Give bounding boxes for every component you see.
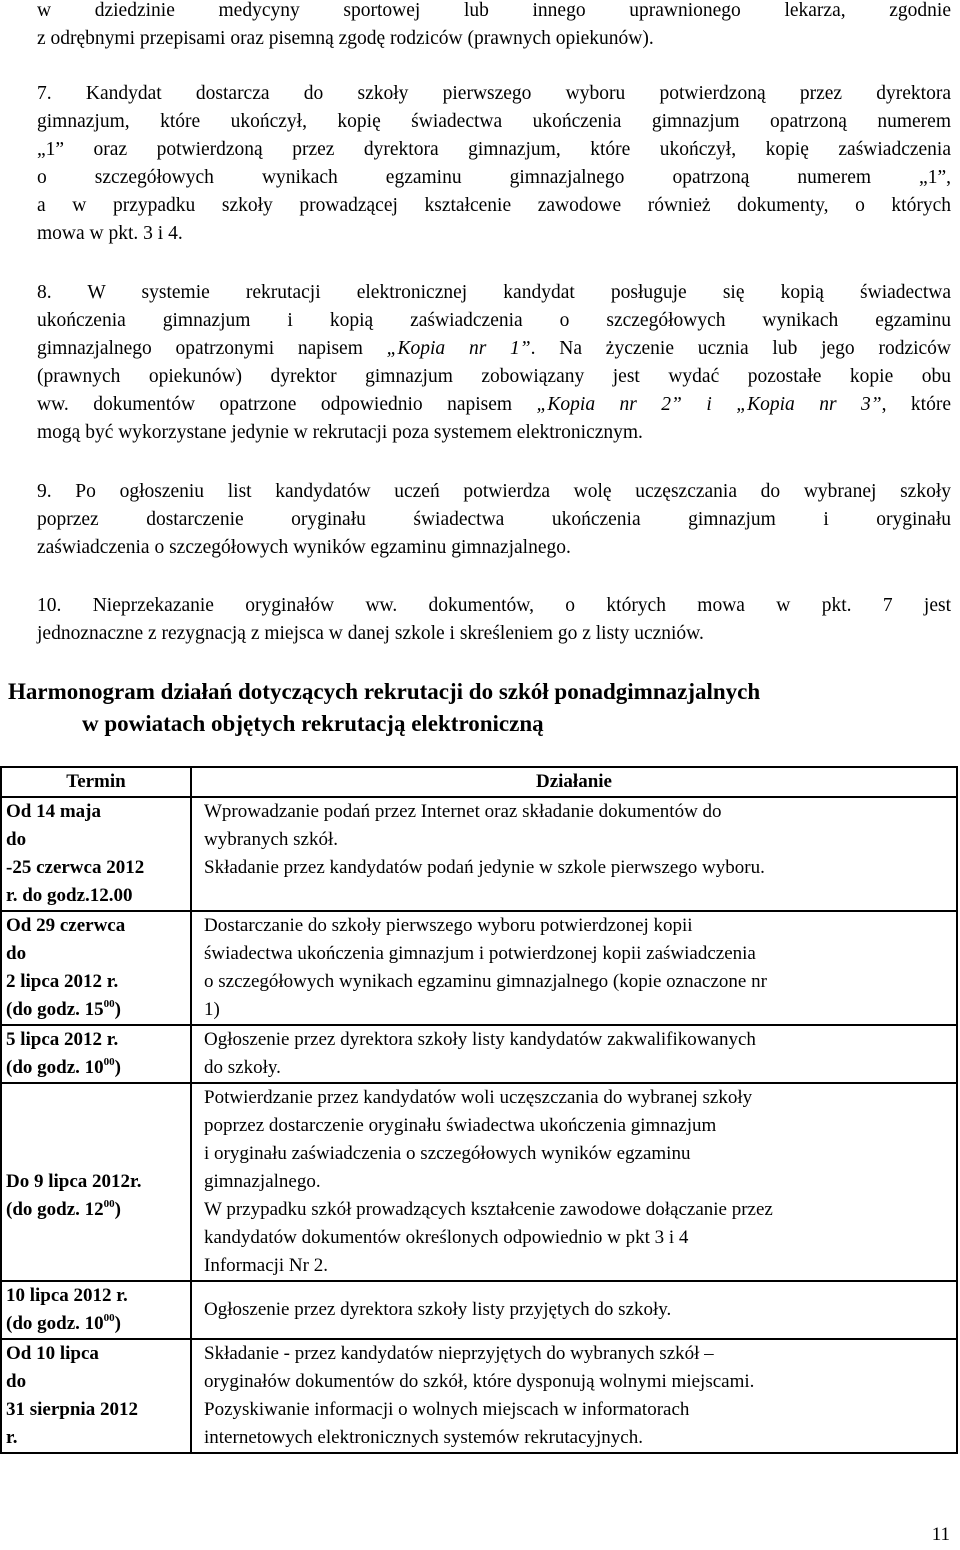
- termin-line: r.: [6, 1427, 18, 1448]
- termin-line: 2 lipca 2012 r.: [6, 971, 119, 992]
- text-line: [37, 391, 951, 419]
- text-line: zaświadczenia o szczegółowych wyników egzaminu gimnazjalnego.: [37, 537, 571, 558]
- table-header-row: [1, 767, 957, 797]
- termin-line: Do 9 lipca 2012r.: [6, 1171, 142, 1192]
- dzialanie-line: kandydatów dokumentów określonych odpowiednio w pkt 3 i 4: [204, 1227, 689, 1248]
- time-superscript: 00: [103, 1198, 115, 1210]
- dzialanie-line: 1): [204, 999, 220, 1020]
- dzialanie-cell: [191, 797, 957, 911]
- termin-line: Od 14 maja: [6, 801, 101, 822]
- dzialanie-line: Dostarczanie do szkoły pierwszego wyboru potwierdzonej kopii: [204, 915, 693, 936]
- termin-line: -25 czerwca 2012: [6, 857, 145, 878]
- termin-line: Od 10 lipca: [6, 1343, 99, 1364]
- section-heading: [8, 676, 953, 740]
- termin-time: [6, 1054, 186, 1082]
- time-text: ): [114, 1313, 121, 1334]
- dzialanie-line: Wprowadzanie podań przez Internet oraz składanie dokumentów do: [204, 801, 722, 822]
- dzialanie-line: W przypadku szkół prowadzących kształcenie zawodowe dołączanie przez: [204, 1199, 773, 1220]
- dzialanie-line: internetowych elektronicznych systemów rekrutacyjnych.: [204, 1427, 643, 1448]
- text-line: 9. Po ogłoszeniu list kandydatów uczeń potwierdza wolę uczęszczania do wybranej szkoły: [37, 481, 951, 502]
- termin-line: 5 lipca 2012 r.: [6, 1029, 119, 1050]
- column-header-termin: Termin: [1, 767, 191, 797]
- termin-cell: [1, 1083, 191, 1281]
- termin-line: do: [6, 1371, 27, 1392]
- dzialanie-cell: [191, 1339, 957, 1453]
- text-fragment: . Na życzenie ucznia lub jego rodziców: [530, 338, 952, 359]
- text-line: mowa w pkt. 3 i 4.: [37, 223, 183, 244]
- text-line: w dziedzinie medycyny sportowej lub innego uprawnionego lekarza, zgodnie: [37, 0, 951, 21]
- termin-time: [6, 996, 186, 1024]
- table-row: [1, 1339, 957, 1453]
- table-row: [1, 911, 957, 1025]
- text-line: [37, 335, 951, 363]
- paragraph-7: [37, 80, 951, 248]
- dzialanie-cell: [191, 1025, 957, 1083]
- dzialanie-line: i oryginału zaświadczenia o szczegółowych wyników egzaminu: [204, 1143, 691, 1164]
- dzialanie-line: Ogłoszenie przez dyrektora szkoły listy kandydatów zakwalifikowanych: [204, 1029, 756, 1050]
- paragraph-8: [37, 279, 951, 447]
- termin-cell: [1, 911, 191, 1025]
- dzialanie-cell: [191, 1281, 957, 1339]
- text-line: o szczegółowych wynikach egzaminu gimnazjalnego opatrzoną numerem „1”,: [37, 167, 951, 188]
- dzialanie-line: o szczegółowych wynikach egzaminu gimnazjalnego (kopie oznaczone nr: [204, 971, 767, 992]
- italic-label: „Kopia nr 2” i „Kopia nr 3”: [536, 394, 882, 415]
- termin-line: 31 sierpnia 2012: [6, 1399, 138, 1420]
- text-line: mogą być wykorzystane jedynie w rekrutacji poza systemem elektronicznym.: [37, 422, 643, 443]
- table-row: [1, 1083, 957, 1281]
- dzialanie-line: do szkoły.: [204, 1057, 281, 1078]
- dzialanie-line: Ogłoszenie przez dyrektora szkoły listy przyjętych do szkoły.: [204, 1299, 672, 1320]
- dzialanie-line: Składanie - przez kandydatów nieprzyjętych do wybranych szkół –: [204, 1343, 714, 1364]
- termin-cell: [1, 797, 191, 911]
- text-line: a w przypadku szkoły prowadzącej kształcenie zawodowe również dokumenty, o których: [37, 195, 951, 216]
- text-line: ukończenia gimnazjum i kopią zaświadczenia o szczegółowych wynikach egzaminu: [37, 310, 951, 331]
- dzialanie-line: Pozyskiwanie informacji o wolnych miejscach w informatorach: [204, 1399, 690, 1420]
- dzialanie-line: wybranych szkół.: [204, 829, 339, 850]
- termin-cell: [1, 1025, 191, 1083]
- time-text: (do godz. 10: [6, 1313, 104, 1334]
- text-line: „1” oraz potwierdzoną przez dyrektora gimnazjum, które ukończył, kopię zaświadczenia: [37, 139, 951, 160]
- termin-line: do: [6, 829, 27, 850]
- paragraph-10: [37, 592, 951, 648]
- termin-time: [6, 1196, 186, 1224]
- heading-line: w powiatach objętych rekrutacją elektroniczną: [82, 711, 544, 736]
- page-number: 11: [931, 1524, 950, 1545]
- time-superscript: 00: [103, 998, 115, 1010]
- dzialanie-line: świadectwa ukończenia gimnazjum i potwierdzonej kopii zaświadczenia: [204, 943, 756, 964]
- text-fragment: gimnazjalnego opatrzonymi napisem: [37, 338, 387, 359]
- dzialanie-line: Informacji Nr 2.: [204, 1255, 328, 1276]
- text-line: jednoznaczne z rezygnacją z miejsca w danej szkole i skreśleniem go z listy uczniów.: [37, 623, 704, 644]
- dzialanie-line: gimnazjalnego.: [204, 1171, 321, 1192]
- time-text: ): [114, 999, 121, 1020]
- schedule-table: [0, 766, 958, 1454]
- termin-cell: [1, 1339, 191, 1453]
- heading-line: Harmonogram działań dotyczących rekrutacji do szkół ponadgimnazjalnych: [8, 679, 761, 704]
- dzialanie-line: Składanie przez kandydatów podań jedynie w szkole pierwszego wyboru.: [204, 857, 765, 878]
- dzialanie-line: Potwierdzanie przez kandydatów woli uczęszczania do wybranej szkoły: [204, 1087, 753, 1108]
- termin-line: 10 lipca 2012 r.: [6, 1285, 128, 1306]
- spacer: [6, 1140, 186, 1168]
- time-text: (do godz. 12: [6, 1199, 104, 1220]
- text-line: 10. Nieprzekazanie oryginałów ww. dokumentów, o których mowa w pkt. 7 jest: [37, 595, 951, 616]
- table-row: [1, 1025, 957, 1083]
- termin-line: Od 29 czerwca: [6, 915, 126, 936]
- column-header-dzialanie: Działanie: [191, 767, 957, 797]
- termin-line: r. do godz.12.00: [6, 885, 133, 906]
- dzialanie-cell: [191, 911, 957, 1025]
- termin-time: [6, 1310, 186, 1338]
- spacer: [6, 1084, 186, 1112]
- time-text: ): [114, 1199, 121, 1220]
- text-line: (prawnych opiekunów) dyrektor gimnazjum zobowiązany jest wydać pozostałe kopie obu: [37, 366, 951, 387]
- dzialanie-line: oryginałów dokumentów do szkół, które dysponują wolnymi miejscami.: [204, 1371, 755, 1392]
- text-line: gimnazjum, które ukończył, kopię świadectwa ukończenia gimnazjum opatrzoną numerem: [37, 111, 951, 132]
- paragraph-9: [37, 478, 951, 562]
- text-line: z odrębnymi przepisami oraz pisemną zgodę rodziców (prawnych opiekunów).: [37, 28, 654, 49]
- italic-label: „Kopia nr 1”: [386, 338, 531, 359]
- time-text: (do godz. 15: [6, 999, 104, 1020]
- time-superscript: 00: [103, 1056, 115, 1068]
- table-row: [1, 1281, 957, 1339]
- time-text: (do godz. 10: [6, 1057, 104, 1078]
- termin-line: do: [6, 943, 27, 964]
- text-line: 7. Kandydat dostarcza do szkoły pierwszego wyboru potwierdzoną przez dyrektora: [37, 83, 951, 104]
- dzialanie-cell: [191, 1083, 957, 1281]
- time-text: ): [114, 1057, 121, 1078]
- time-superscript: 00: [103, 1312, 115, 1324]
- termin-cell: [1, 1281, 191, 1339]
- text-line: poprzez dostarczenie oryginału świadectwa ukończenia gimnazjum i oryginału: [37, 509, 951, 530]
- text-fragment: , które: [881, 394, 951, 415]
- spacer: [6, 1112, 186, 1140]
- dzialanie-line: poprzez dostarczenie oryginału świadectwa ukończenia gimnazjum: [204, 1115, 717, 1136]
- text-fragment: ww. dokumentów opatrzone odpowiednio napisem: [37, 394, 537, 415]
- table-row: [1, 797, 957, 911]
- intro-paragraph: [37, 0, 951, 53]
- text-line: 8. W systemie rekrutacji elektronicznej kandydat posługuje się kopią świadectwa: [37, 282, 951, 303]
